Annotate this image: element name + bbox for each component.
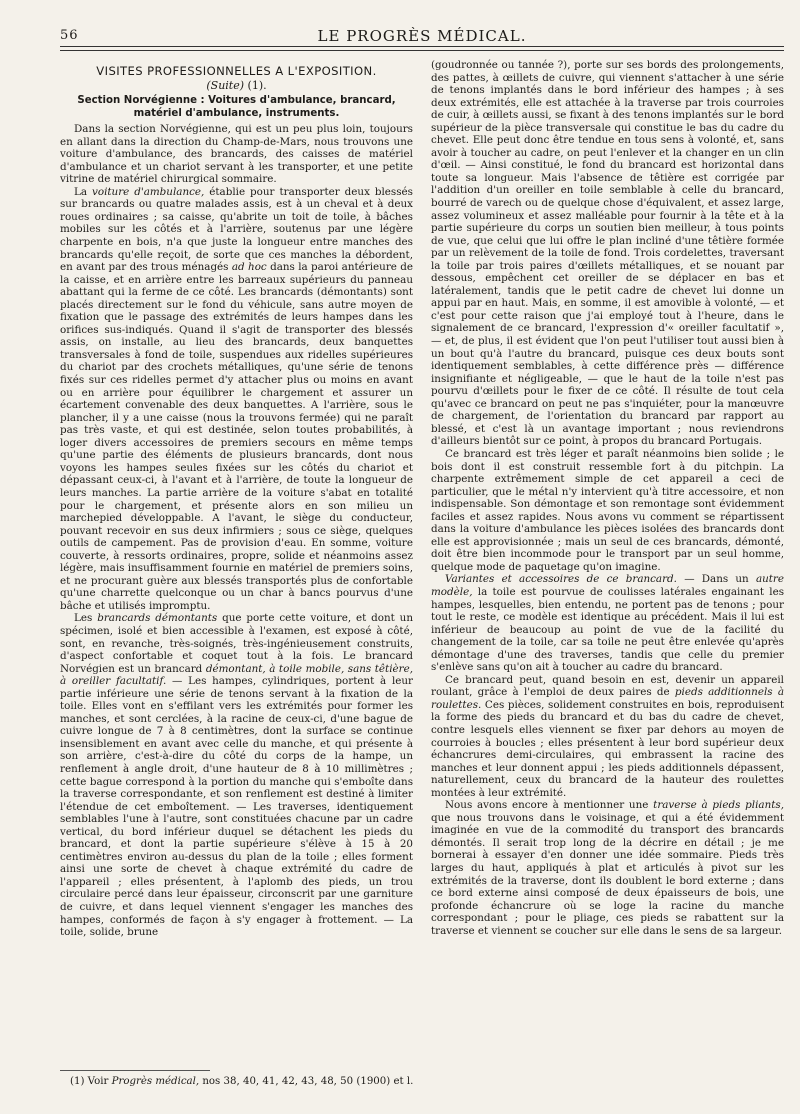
suite-label: (Suite): [206, 78, 245, 92]
journal-title: LE PROGRÈS MÉDICAL.: [317, 27, 527, 45]
paragraph-emphasis: traverse à pieds pliants,: [653, 799, 784, 812]
paragraph-text: — Les hampes, cylindriques, portent à leur partie inférieure une série de tenons servant à la fixation de la toile. Elles vont en s'effilant vers les extrémités pour former les manches, et sont cerclées, à la racine de ceux-ci, d'une bague de cuivre longue de 7 à 8 centimètres, dont la surface se continue insensiblement en avant avec celle du manche, et qui présente à son arrière, c'est-à-dire du côté du corps de la hampe, un renflement à angle droit, d'une hauteur de 8 à 10 millimètres ; cette bague correspond à la portion du manche qui s'emboîte dans la traverse correspondante, et son renflement est destiné à limiter l'étendue de cet emboîtement. — Les traverses, identiquement semblables l'une à l'autre, sont constituées chacune par un cadre vertical, du bord inférieur duquel se détachent les pieds du brancard, et dont la partie supérieure s'élève à 15 à 20 centimètres environ au-dessus du plan de la toile ; elles forment ainsi une sorte de chevet à chaque extrémité du cadre de l'appareil ; elles présentent, à l'aplomb des pieds, un trou circulaire percé dans leur épaisseur, circonscrit par une garniture de cuivre, et dans lequel viennent s'engager les manches des hampes, conformés de façon à s'y engager à frottement. — La toile, solide, brune: [60, 675, 413, 939]
paragraph: Ce brancard est très léger et paraît néanmoins bien solide ; le bois dont il est construit ressemble fort à du pitchpin. La charpente extrêmement simple de cet appareil a ceci de particulier, que le métal n'y intervient qu'à titre accessoire, et non indispensable. Son démontage et son remontage sont évidemment faciles et assez rapides. Nous avons vu comment se répartissent dans la voiture d'ambulance les pièces isolées des brancards dont elle est approvisionnée ; mais un seul de ces brancards, démonté, doit être bien incommode pour le transport par un seul homme, quelque mode de paquetage qu'on imagine.: [431, 447, 784, 573]
paragraph-text: la toile est pourvue de coulisses latérales engainant les hampes, lesquelles, bien entendu, ne portent pas de tenons ; pour tout le reste, ce modèle est identique au précédent. Mais il lui est inférieur de beaucoup au point de vue de la facilité du changement de la toile, car sa toile ne peut être enlevée qu'après démontage d'une des traverses, tandis que celle du premier s'enlève sans qu'on ait à toucher au cadre du brancard.: [431, 585, 784, 674]
paragraph-text: Nous avons encore à mentionner une: [445, 799, 649, 812]
footnote-journal: Progrès médical,: [111, 1076, 200, 1087]
paragraph-emphasis: pieds additionnels à roulettes.: [431, 686, 784, 711]
footnote: [70, 1076, 413, 1087]
paragraph-emphasis: ad hoc: [231, 261, 267, 274]
paragraph-emphasis: brancards démontants: [97, 612, 218, 625]
paragraph-text: — Dans un: [684, 573, 749, 586]
paragraph-emphasis: Variantes et accessoires de ce brancard.: [445, 573, 677, 586]
header-double-rule: [60, 47, 784, 51]
section-subheading: Section Norvégienne : Voitures d'ambulance, brancard, matériel d'ambulance, instruments.: [77, 95, 396, 119]
paragraph-text: établie pour transporter deux blessés sur brancards ou quatre malades assis, est à un cheval et à deux roues ordinaires ; sa caisse, qu'abrite un toit de toile, à bâches mobiles sur les côtés et à l'arrière, soutenus par une légère charpente en bois, n'a que juste la longueur entre manches des brancards qu'elle reçoit, de sorte que ces manches la débordent, en avant par des trous ménagés: [60, 185, 413, 274]
paragraph-text: que porte cette voiture, et dont un spécimen, isolé et bien accessible à l'examen, est exposé à côté, sont, en revanche, très-soignés, très-ingénieusement construits, d'aspect confortable et coquet tout à la fois. Le brancard Norvégien est un brancard: [60, 612, 413, 675]
paragraph-emphasis: démontant, à toile mobile, sans têtière, à oreiller facultatif.: [60, 662, 413, 688]
article-suite: [60, 80, 413, 93]
paragraph: [431, 573, 784, 673]
paragraph-emphasis: voiture d'ambulance,: [92, 185, 205, 198]
paragraph-emphasis: autre modèle,: [431, 573, 784, 598]
page: [60, 22, 784, 1102]
right-column: [431, 59, 784, 1063]
paragraph: (goudronnée ou tannée ?), porte sur ses bords des prolongements, des pattes, à œillets de cuivre, qui viennent s'attacher à une série de tenons implantés dans le bord inférieur des hampes ; à ses deux extrémités, elle est attachée à la traverse par trois courroies de cuir, à œillets aussi, se fixant à des tenons implantés sur le bord supérieur de la pièce transversale qui constitue le bas du cadre du chevet. Elle peut donc être tendue en tous sens à volonté, et, sans avoir à toucher au cadre, on peut l'enlever et la changer en un clin d'œil. — Ainsi constitué, le fond du brancard est horizontal dans toute sa longueur. Mais l'absence de têtière est corrigée par l'addition d'un oreiller en toile semblable à celle du brancard, bourré de varech ou de quelque chose d'équivalent, et assez large, assez volumineux et assez malléable pour fournir à la tête et à la partie supérieure du corps un soutien bien meilleur, à tous points de vue, que celui que lui offre le plan incliné d'une têtière formée par un relèvement de la toile de fond. Trois cordelettes, traversant la toile par trois paires d'œillets métalliques, et se nouant par dessous, empêchent cet oreiller de se déplacer en bas et latéralement, tandis que le petit cadre de chevet lui donne un appui par en haut. Mais, en somme, il est amovible à volonté, — et c'est pour cette raison que j'ai employé tout à l'heure, dans le signalement de ce brancard, l'expression d'« oreiller facultatif », — et, de plus, il est évident que l'on peut l'utiliser tout aussi bien à un bout qu'à l'autre du brancard, puisque ces deux bouts sont identiquement semblables, à cette différence près — différence insignifiante et négligeable, — que le haut de la toile n'est pas pourvu d'œillets pour le fixer de ce côté. Il résulte de tout cela qu'avec ce brancard on peut ne pas s'inquiéter, pour la manœuvre de chargement, de l'orientation du brancard par rapport au blessé, et c'est là un avantage important ; nous reviendrons d'ailleurs bientôt sur ce point, à propos du brancard Portugais.: [431, 59, 784, 448]
paragraph-text: Les: [74, 612, 93, 625]
paragraph: [431, 799, 784, 937]
running-head: [60, 22, 784, 47]
paragraph-text: que nous trouvons dans le voisinage, et qui a été évidemment imaginée en vue de la commodité du transport des brancards démontés. Il serait trop long de la décrire en détail ; je me bornerai à essayer d'en donner une idée sommaire. Pieds très larges du haut, appliqués à plat et articulés à pivot sur les extrémités de la traverse, dont ils doublent le bord externe ; dans ce bord externe ainsi composé de deux épaisseurs de bois, une profonde échancrure où se loge la racine du manche correspondant ; pour le pliage, ces pieds se rabattent sur la traverse et viennent se coucher sur elle dans le sens de sa largeur.: [431, 811, 784, 937]
paragraph: Dans la section Norvégienne, qui est un peu plus loin, toujours en allant dans la direction du Champ-de-Mars, nous trouvons une voiture d'ambulance, des brancards, des caisses de matériel d'ambulance et un chariot servant à les transporter, et une petite vitrine de matériel chirurgical sommaire.: [60, 123, 413, 186]
left-column: [60, 59, 413, 1063]
paragraph: [60, 612, 413, 938]
paragraph-text: dans la paroi antérieure de la caisse, et en arrière entre les barreaux supérieurs du panneau abattant qui la ferme de ce côté. Les brancards (démontants) sont placés directement sur le fond du véhicule, sans autre moyen de fixation que le passage des extrémités de leurs hampes dans les orifices sus-indiqués. Quand il s'agit de transporter des blessés assis, on installe, au lieu des brancards, deux banquettes transversales à fond de toile, suspendues aux ridelles supérieures du chariot par des crochets métalliques, qu'une série de tenons fixés sur ces ridelles permet d'y attacher plus ou moins en avant ou en arrière pour équilibrer le chargement et assurer un écartement convenable des deux banquettes. A l'arrière, sous le plancher, il y a une caisse (nous la trouvons fermée) qui ne paraît pas très vaste, et qui est destinée, selon toutes probabilités, à loger divers accessoires de premiers secours en même temps qu'une partie des éléments de plusieurs brancards, dont nous voyons les hampes seules fixées sur les côtés du chariot et dépassant ceux-ci, à l'avant et à l'arrière, de toute la longueur de leurs manches. La partie arrière de la voiture s'abat en totalité pour le chargement, et présente alors en son milieu un marchepied développable. A l'avant, le siège du conducteur, pouvant recevoir en sus deux infirmiers ; sous ce siège, quelques outils de campement. Pas de provision d'eau. En somme, voiture couverte, à ressorts ordinaires, propre, solide et néanmoins assez légère, mais insuffisamment fournie en matériel de premiers soins, et ne procurant guère aux blessés transportés plus de confortable qu'une charrette quelconque ou un char à bancs pourvus d'une bâche et utilisés impromptu.: [60, 261, 413, 612]
footnote-marker: (1) Voir: [70, 1076, 109, 1087]
paragraph: [60, 186, 413, 613]
article-title: VISITES PROFESSIONNELLES A L'EXPOSITION.: [96, 64, 377, 78]
footnote-rule: [60, 1070, 210, 1071]
footnote-text: nos 38, 40, 41, 42, 43, 48, 50 (1900) et l.: [202, 1076, 414, 1087]
page-number: 56: [60, 28, 79, 43]
paragraph-text: Ces pièces, solidement construites en bois, reproduisent la forme des pieds du brancard et du bas du cadre de chevet, contre lesquels elles viennent se fixer par dehors au moyen de courroies à boucles ; elles présentent à leur bord supérieur deux échancrures demi-circulaires, qui embrassent la racine des manches et leur donnent appui ; les pieds additionnels dépassent, naturellement, ceux du brancard de la hauteur des roulettes montées à leur extrémité.: [431, 698, 784, 799]
suite-footnote-ref: (1).: [247, 78, 267, 92]
paragraph-text: Ce brancard peut, quand besoin en est, devenir un appareil roulant, grâce à l'emploi de deux paires de: [431, 673, 784, 699]
paragraph: [431, 674, 784, 799]
article-body: [60, 59, 784, 1063]
paragraph-text: La: [74, 185, 88, 198]
